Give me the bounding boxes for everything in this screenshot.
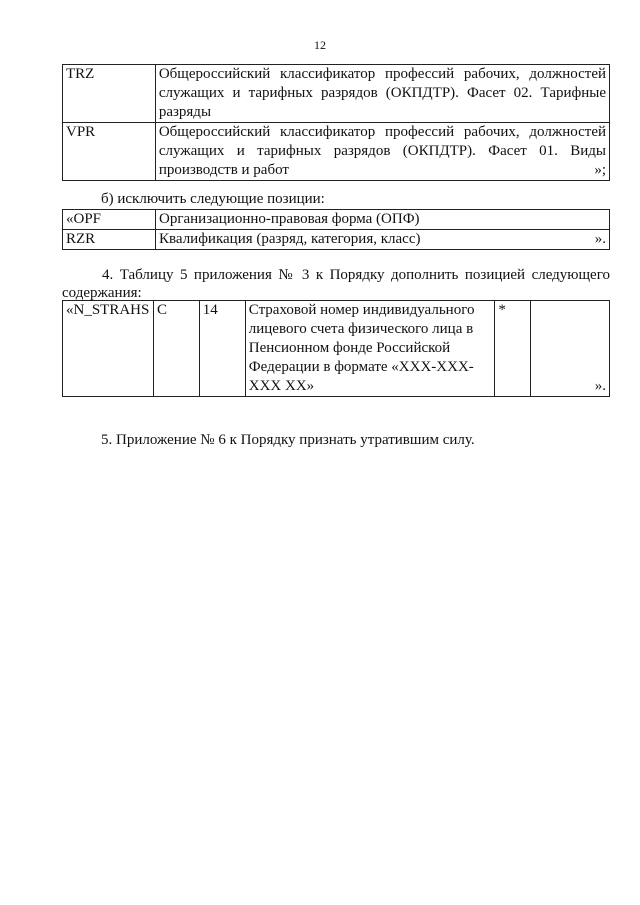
description-text: Организационно-правовая форма (ОПФ) [159,211,420,227]
closing-quote-mark: »; [594,162,606,178]
paragraph-item-4: 4. Таблицу 5 приложения № 3 к Порядку дополнить позицией следующего содержания: [62,267,610,301]
description-text: Общероссийский классификатор профессий рабочих, должностей служащих и тарифных разрядов (ОКПДТР). Фасет 01. Виды производств и работ [158,124,606,178]
field-name-cell: «N_STRAHS [63,301,154,397]
description-cell [156,230,610,250]
code-cell: «OPF [63,210,156,230]
code-cell: VPR [63,123,156,181]
description-text: Общероссийский классификатор профессий рабочих, должностей служащих и тарифных разрядов (ОКПДТР). Фасет 02. Тарифные разряды [158,66,606,120]
table-row [63,65,610,123]
paragraph-item-5: 5. Приложение № 6 к Порядку признать утратившим силу. [101,432,475,448]
table-row [63,123,610,181]
table5-addition [62,300,610,397]
field-description-cell: Страховой номер индивидуального лицевого счета физического лица в Пенсионном фонде Российской Федерации в формате «XXX-XXX-XXX XX» [245,301,495,397]
classifier-table-exclusions [62,209,610,250]
code-cell: RZR [63,230,156,250]
field-type-cell: C [153,301,199,397]
table-row [63,210,610,230]
field-required-cell: * [495,301,531,397]
code-cell: TRZ [63,65,156,123]
description-cell [155,65,609,123]
paragraph-exclude-positions: б) исключить следующие позиции: [101,191,325,207]
classifier-table-additions [62,64,610,181]
description-cell [155,123,609,181]
closing-quote-mark: ». [594,231,606,247]
field-length-cell: 14 [199,301,245,397]
description-text: Квалификация (разряд, категория, класс) [159,231,421,247]
table-row [63,230,610,250]
description-cell [156,210,610,230]
closing-quote-cell: ». [531,301,610,397]
page-number: 12 [314,38,326,52]
table-row [63,301,610,397]
